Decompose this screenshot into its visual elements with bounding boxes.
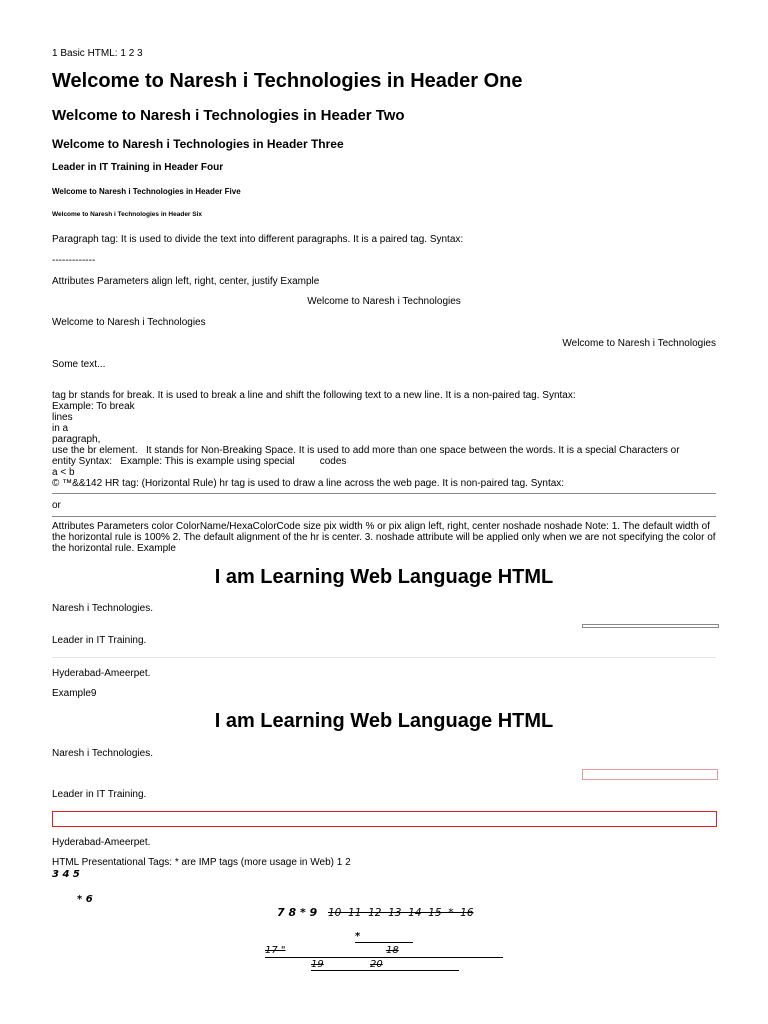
example-label: Example9 bbox=[52, 688, 97, 699]
big-heading: I am Learning Web Language HTML bbox=[214, 566, 554, 588]
br-line: tag br stands for break. It is used to break a line and shift the following text to a new line. It is a non-paired tag. Syntax: bbox=[52, 390, 576, 401]
row-eighteen: 18 bbox=[386, 945, 399, 956]
underline-rule bbox=[355, 942, 413, 943]
naresh-text: Naresh i Technologies. bbox=[52, 603, 153, 614]
top-line: 1 Basic HTML: 1 2 3 bbox=[52, 48, 143, 59]
or-text: or bbox=[52, 500, 61, 511]
br-line: entity Syntax: Example: This is example using special codes bbox=[52, 456, 347, 467]
row-seven-nine: 7 8 * 9 bbox=[277, 906, 318, 919]
hyderabad-text: Hyderabad-Ameerpet. bbox=[52, 668, 151, 679]
br-line: a < b bbox=[52, 467, 75, 478]
dash-line: ------------- bbox=[52, 255, 96, 266]
naresh-text: Naresh i Technologies. bbox=[52, 748, 153, 759]
leader-text: Leader in IT Training. bbox=[52, 635, 147, 646]
hyderabad-text: Hyderabad-Ameerpet. bbox=[52, 837, 151, 848]
br-line: © ™&&142 HR tag: (Horizontal Rule) hr tag is used to draw a line across the web page. It is non-paired tag. Syntax: bbox=[52, 478, 565, 489]
br-section bbox=[52, 390, 716, 489]
header-three: Welcome to Naresh i Technologies in Header Three bbox=[52, 137, 344, 151]
row-twenty: 20 bbox=[370, 959, 383, 970]
hr-attributes-text: Attributes Parameters color ColorName/HexaColorCode size pix width % or pix align left, right, center noshade noshade Note: 1. The default width of the horizontal rule is 100% 2. The default alignment of the hr is center. 3. noshade attribute will be applied only when we are not specifying the color of the horizontal rule. Example bbox=[52, 521, 716, 554]
br-line: use the br element. It stands for Non-Breaking Space. It is used to add more than one space between the words. It is a special Characters or bbox=[52, 445, 680, 456]
some-text: Some text... bbox=[52, 359, 106, 370]
row-ten-sixteen: 10 11 12 13 14 15 * 16 bbox=[328, 907, 474, 919]
horizontal-rule bbox=[52, 516, 716, 517]
paragraph-intro: Paragraph tag: It is used to divide the text into different paragraphs. It is a paired tag. Syntax: bbox=[52, 234, 464, 245]
right-aligned-text: Welcome to Naresh i Technologies bbox=[562, 338, 716, 349]
red-horizontal-rule bbox=[582, 769, 718, 780]
header-one: Welcome to Naresh i Technologies in Header One bbox=[52, 70, 523, 92]
numbers-345: 3 4 5 bbox=[52, 869, 80, 880]
header-four: Leader in IT Training in Header Four bbox=[52, 162, 224, 173]
br-line: paragraph, bbox=[52, 434, 101, 445]
star-six: * 6 bbox=[77, 894, 93, 905]
row-seventeen: 17 " bbox=[265, 945, 286, 956]
left-aligned-text: Welcome to Naresh i Technologies bbox=[52, 317, 206, 328]
underline-rule bbox=[311, 970, 459, 971]
presentational-tags-line: HTML Presentational Tags: * are IMP tags (more usage in Web) 1 2 bbox=[52, 857, 351, 868]
underline-rule bbox=[265, 957, 503, 958]
header-six: Welcome to Naresh i Technologies in Header Six bbox=[52, 211, 203, 218]
horizontal-rule bbox=[582, 624, 719, 628]
header-five: Welcome to Naresh i Technologies in Header Five bbox=[52, 187, 241, 196]
row-nineteen: 19 bbox=[311, 959, 324, 970]
star-line: * bbox=[355, 931, 361, 942]
red-horizontal-rule bbox=[52, 811, 717, 827]
attributes-line: Attributes Parameters align left, right, center, justify Example bbox=[52, 276, 320, 287]
horizontal-rule bbox=[52, 657, 716, 658]
horizontal-rule bbox=[52, 493, 716, 494]
big-heading: I am Learning Web Language HTML bbox=[214, 710, 554, 732]
br-line: Example: To break bbox=[52, 401, 135, 412]
centered-text: Welcome to Naresh i Technologies bbox=[307, 296, 461, 307]
header-two: Welcome to Naresh i Technologies in Header Two bbox=[52, 107, 405, 124]
br-line: in a bbox=[52, 423, 69, 434]
br-line: lines bbox=[52, 412, 73, 423]
leader-text: Leader in IT Training. bbox=[52, 789, 147, 800]
